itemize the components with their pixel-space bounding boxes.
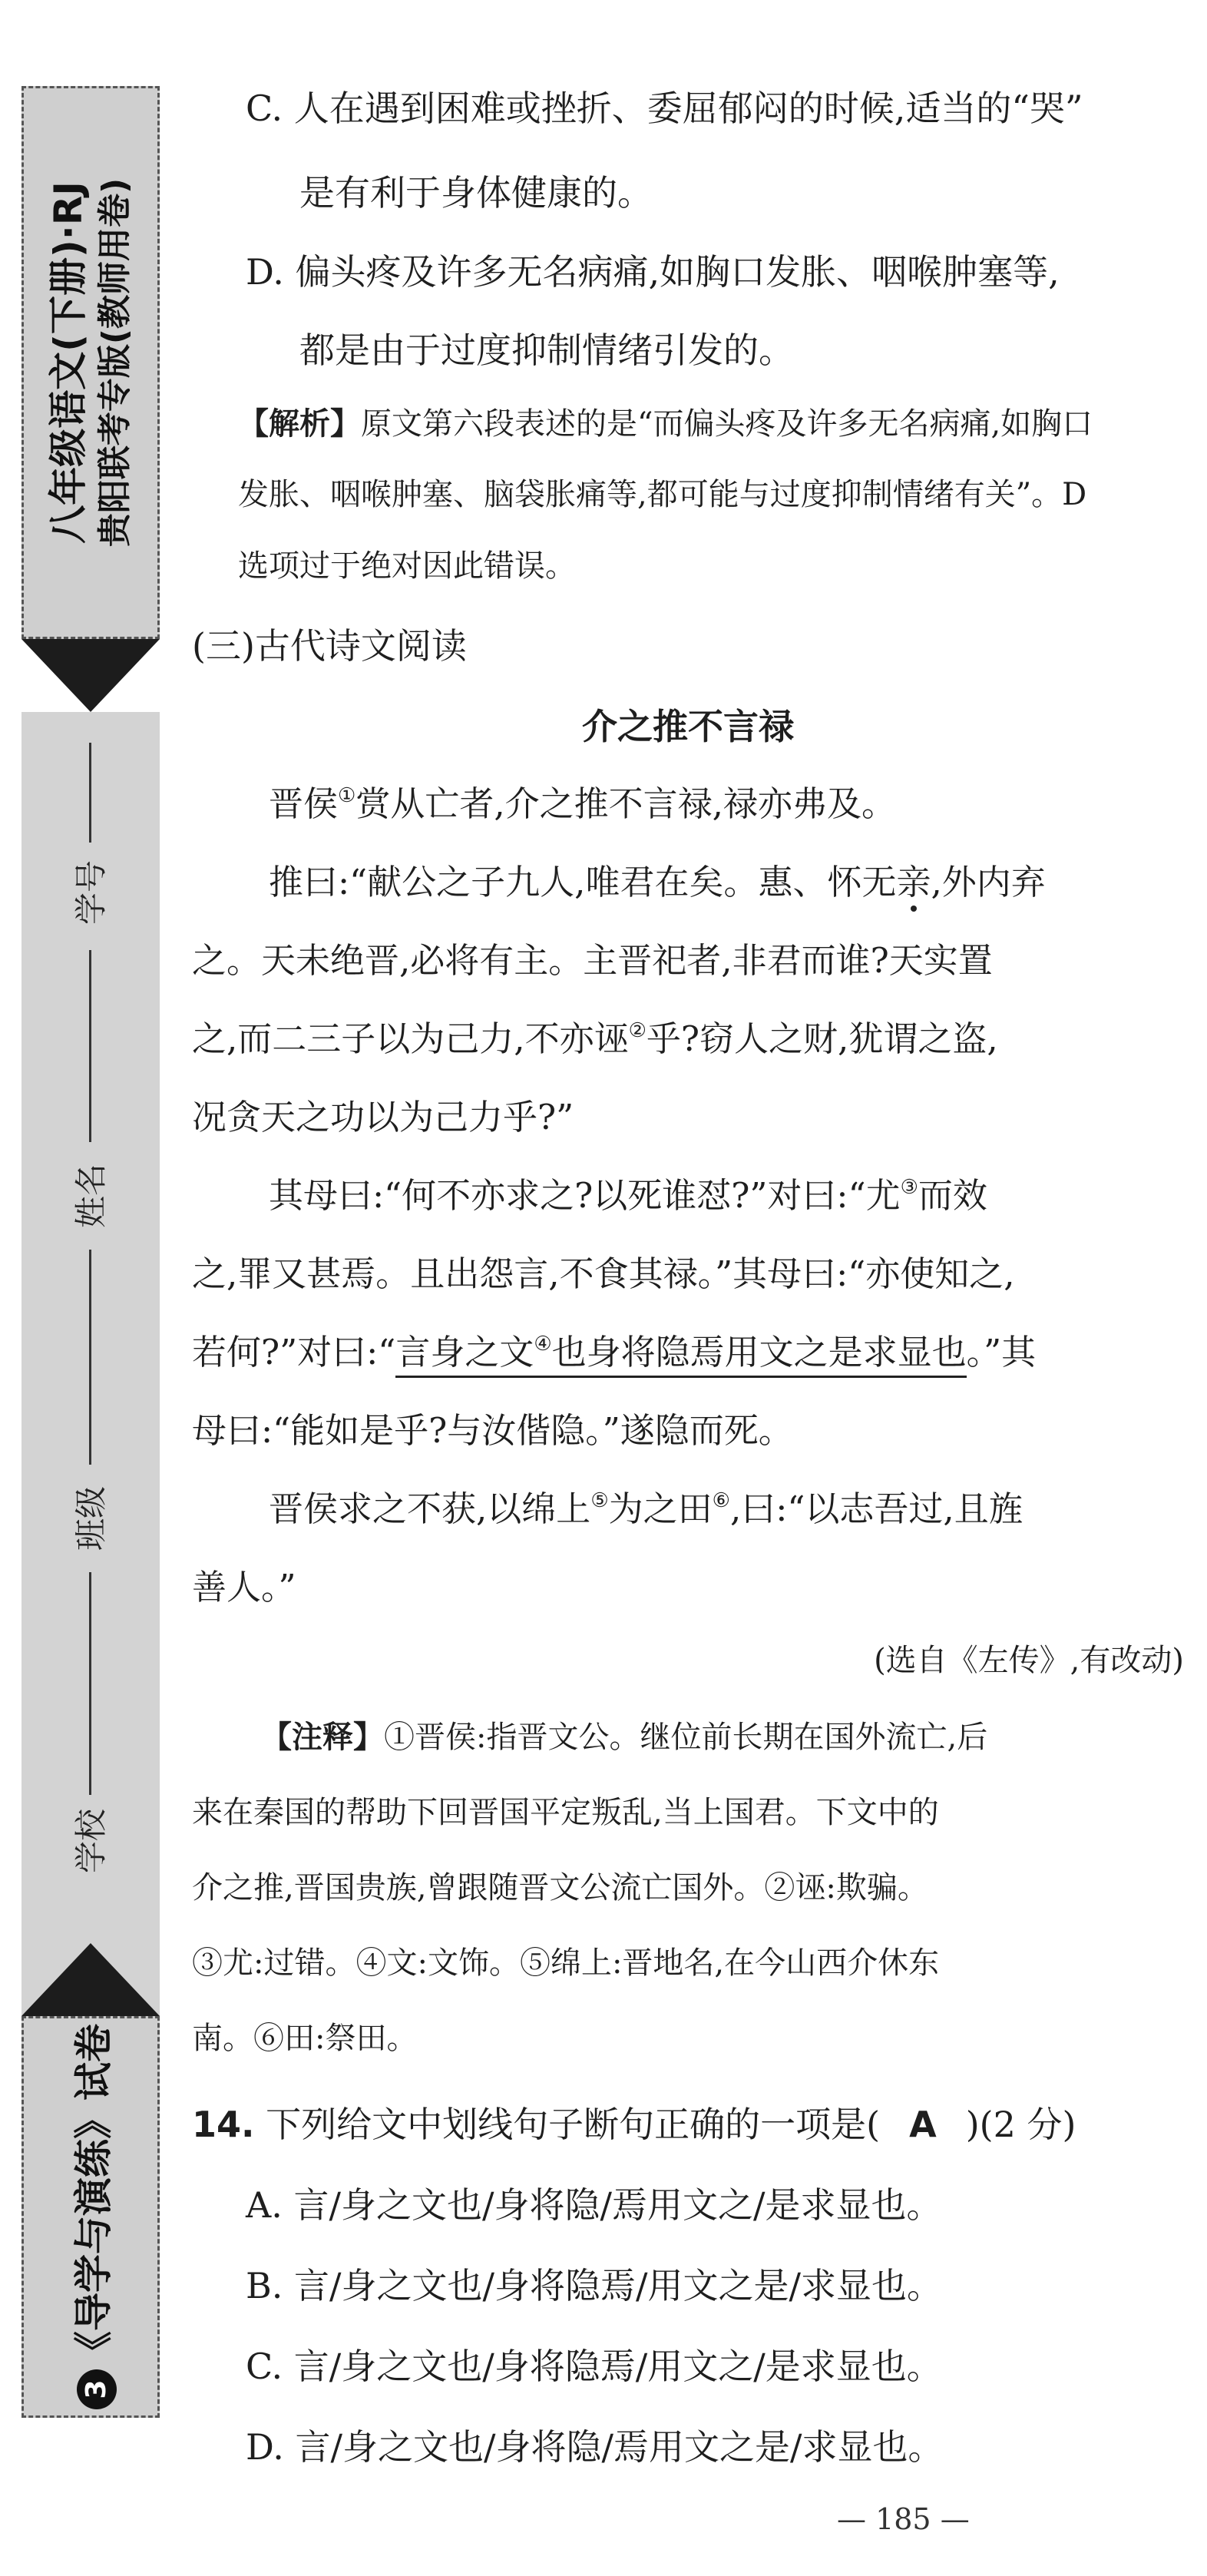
notes-line3: 介之推,晋国贵族,曾跟随晋文公流亡国外。②诬:欺骗。 bbox=[192, 1870, 928, 1906]
arrow-down-icon bbox=[21, 639, 160, 712]
passage-p2-line1: 推曰:“献公之子九人,唯君在矣。惠、怀无亲,外内弃 bbox=[269, 862, 1046, 902]
class-label: 班级 bbox=[72, 1485, 111, 1551]
student-id-label: 学号 bbox=[72, 859, 111, 925]
notes-line5: 南。⑥田:祭田。 bbox=[192, 2021, 418, 2056]
notes-line1: 【注释】①晋侯:指晋文公。继位前长期在国外流亡,后 bbox=[261, 1720, 988, 1755]
question-14-option-b: B. 言/身之文也/身将隐焉/用文之是/求显也。 bbox=[246, 2265, 943, 2306]
option-d-line2: 都是由于过度抑制情绪引发的。 bbox=[299, 329, 794, 371]
passage-p3-line4: 母曰:“能如是乎?与汝偕隐。”遂隐而死。 bbox=[192, 1410, 793, 1451]
passage-p3-line2: 之,罪又甚焉。且出怨言,不食其禄。”其母曰:“亦使知之, bbox=[192, 1253, 1015, 1294]
question-14-option-d: D. 言/身之文也/身将隐/焉用文之是/求显也。 bbox=[246, 2426, 944, 2468]
passage-title: 介之推不言禄 bbox=[582, 706, 794, 747]
arrow-up-icon bbox=[21, 1943, 160, 2016]
passage-p3-line3: 若何?”对曰:“言身之文④也身将隐焉用文之是求显也。”其 bbox=[192, 1324, 1036, 1374]
analysis-tag: 【解析】 bbox=[238, 406, 361, 442]
question-14-stem: 14. 下列给文中划线句子断句正确的一项是( A )(2 分) bbox=[192, 2104, 1076, 2145]
circled-number-icon: 3 bbox=[77, 2369, 117, 2409]
fill-line bbox=[89, 950, 91, 1142]
series-name: 《导学与演练》试卷 bbox=[71, 2023, 116, 2369]
passage-p1: 晋侯①赏从亡者,介之推不言禄,禄亦弗及。 bbox=[269, 783, 896, 824]
series-title-panel bbox=[21, 2016, 160, 2418]
series-title bbox=[63, 2025, 118, 2409]
book-title-panel bbox=[21, 86, 160, 639]
page-number: — 185 — bbox=[837, 2502, 970, 2536]
analysis-text: 原文第六段表述的是“而偏头疼及许多无名病痛,如胸口 bbox=[361, 406, 1093, 442]
student-info-strip bbox=[21, 712, 160, 2018]
analysis-line1 bbox=[238, 399, 1093, 443]
answer-mark: A bbox=[909, 2104, 937, 2145]
fill-line bbox=[89, 1250, 91, 1465]
option-d-line1: D. 偏头疼及许多无名病痛,如胸口发胀、咽喉肿塞等, bbox=[246, 251, 1060, 293]
passage-p2-line2: 之。天未绝晋,必将有主。主晋祀者,非君而谁?天实置 bbox=[192, 940, 993, 981]
fill-line bbox=[89, 1572, 91, 1795]
passage-p2-line4: 况贪天之功以为己力乎?” bbox=[192, 1097, 574, 1137]
passage-p4-line1: 晋侯求之不获,以绵上⑤为之田⑥,曰:“以志吾过,且旌 bbox=[269, 1488, 1023, 1529]
book-title bbox=[44, 109, 137, 616]
analysis-line3: 选项过于绝对因此错误。 bbox=[238, 548, 576, 584]
underlined-sentence: 言身之文④也身将隐焉用文之是求显也 bbox=[395, 1332, 966, 1378]
emphasis-dot-char: 亲 bbox=[896, 862, 931, 902]
option-c-line2: 是有利于身体健康的。 bbox=[299, 172, 653, 214]
fill-line bbox=[89, 743, 91, 843]
school-label: 学校 bbox=[72, 1808, 111, 1874]
book-title-line2: 贵阳联考专版(教师用卷) bbox=[95, 177, 134, 548]
analysis-line2: 发胀、咽喉肿塞、脑袋胀痛等,都可能与过度抑制情绪有关”。D bbox=[238, 477, 1087, 512]
notes-line4: ③尤:过错。④文:文饰。⑤绵上:晋地名,在今山西介休东 bbox=[192, 1945, 940, 1981]
question-14-option-c: C. 言/身之文也/身将隐焉/用文之/是求显也。 bbox=[246, 2346, 942, 2387]
option-c-line1: C. 人在遇到困难或挫折、委屈郁闷的时候,适当的“哭” bbox=[246, 88, 1083, 129]
binding-sidebar bbox=[21, 86, 160, 2418]
passage-p3-line1: 其母曰:“何不亦求之?以死谁怼?”对曰:“尤③而效 bbox=[269, 1175, 987, 1216]
notes-line2: 来在秦国的帮助下回晋国平定叛乱,当上国君。下文中的 bbox=[192, 1795, 939, 1830]
passage-p4-line2: 善人。” bbox=[192, 1567, 296, 1608]
passage-p2-line3: 之,而二三子以为己力,不亦诬②乎?窃人之财,犹谓之盗, bbox=[192, 1018, 998, 1059]
book-title-line1: 八年级语文(下册)·RJ bbox=[46, 181, 91, 544]
notes-tag: 【注释】 bbox=[261, 1720, 384, 1755]
question-number: 14. bbox=[192, 2104, 255, 2145]
question-14-option-a: A. 言/身之文也/身将隐/焉用文之/是求显也。 bbox=[246, 2184, 942, 2226]
passage-source: (选自《左传》,有改动) bbox=[874, 1643, 1184, 1678]
section-heading: (三)古代诗文阅读 bbox=[192, 625, 467, 667]
name-label: 姓名 bbox=[72, 1163, 111, 1229]
